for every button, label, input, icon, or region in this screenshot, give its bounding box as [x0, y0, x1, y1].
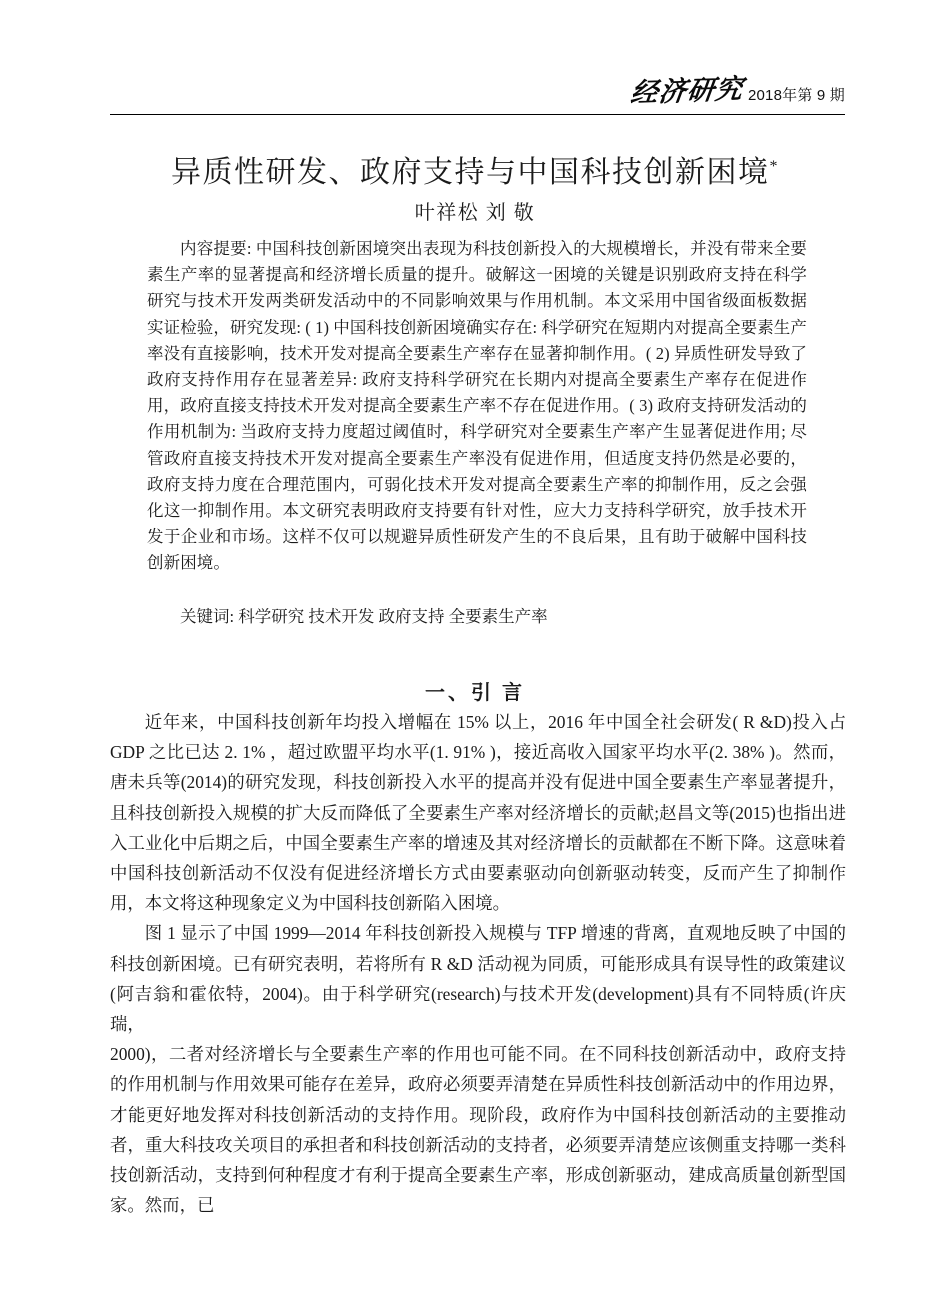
abstract-block — [147, 236, 807, 577]
body-paragraph-2-cont: 2000)，二者对经济增长与全要素生产率的作用也可能不同。在不同科技创新活动中，政府支持的作用机制与作用效果可能存在差异，政府必须要弄清楚在异质性科技创新活动中的作用边界，才能更好地发挥对科技创新活动的支持作用。现阶段，政府作为中国科技创新活动的主要推动者，重大科技攻关项目的承担者和科技创新活动的支持者，必须要弄清楚应该侧重支持哪一类科技创新活动，支持到何种程度才有利于提高全要素生产率，形成创新驱动，建成高质量创新型国家。然而，已 — [110, 1044, 846, 1216]
title-footnote-marker: * — [769, 158, 779, 176]
running-head — [110, 73, 845, 112]
abstract-text: 内容提要: 中国科技创新困境突出表现为科技创新投入的大规模增长，并没有带来全要素生产率的显著提高和经济增长质量的提升。破解这一困境的关键是识别政府支持在科学研究与技术开发两类研发活动中的不同影响效果与作用机制。本文采用中国省级面板数据实证检验，研究发现: ( 1) 中国科技创新困境确实存在: 科学研究在短期内对提高全要素生产率没有直接影响，技术开发对提高全要素生产率存在显著抑制作用。( 2) 异质性研发导致了政府支持作用存在显著差异: 政府支持科学研究在长期内对提高全要素生产率存在促进作用，政府直接支持技术开发对提高全要素生产率不存在促进作用。( 3) 政府支持研发活动的作用机制为: 当政府支持力度超过阈值时，科学研究对全要素生产率产生显著促进作用; 尽管政府直接支持技术开发对提高全要素生产率没有促进作用，但适度支持仍然是必要的，政府支持力度在合理范围内，可弱化技术开发对提高全要素生产率的抑制作用，反之会强化这一抑制作用。本文研究表明政府支持要有针对性，应大力支持科学研究，放手技术开发于企业和市场。这样不仅可以规避异质性研发产生的不良后果，且有助于破解中国科技创新困境。 — [147, 239, 808, 573]
body-content — [110, 707, 846, 1220]
author-list: 叶祥松 刘 敬 — [414, 202, 536, 224]
paper-title — [0, 154, 950, 192]
journal-masthead-logo: 经济研究 — [628, 73, 746, 110]
masthead-row — [110, 73, 845, 112]
body-paragraph-1: 近年来，中国科技创新年均投入增幅在 15% 以上，2016 年中国全社会研发( R &D)投入占 GDP 之比已达 2. 1% ，超过欧盟平均水平(1. 91% )，接近高收入国家平均水平(2. 38% )。然而，唐未兵等(2014)的研究发现，科技创新投入水平的提高并没有促进中国全要素生产率显著提升，且科技创新投入规模的扩大反而降低了全要素生产率对经济增长的贡献;赵昌文等(2015)也指出进入工业化中后期之后，中国全要素生产率的增速及其对经济增长的贡献都在不断下降。这意味着中国科技创新活动不仅没有促进经济增长方式由要素驱动向创新驱动转变，反而产生了抑制作用，本文将这种现象定义为中国科技创新陷入困境。 — [110, 712, 846, 914]
header-divider — [110, 114, 845, 115]
body-paragraph-2: 图 1 显示了中国 1999—2014 年科技创新投入规模与 TFP 增速的背离，直观地反映了中国的科技创新困境。已有研究表明，若将所有 R &D 活动视为同质，可能形成具有误导性的政策建议(阿吉翁和霍依特，2004)。由于科学研究(research)与技术开发(development)具有不同特质(许庆瑞， — [110, 923, 846, 1035]
issue-label: 2018年第 9 期 — [747, 87, 845, 104]
keywords-line: 关键词: 科学研究 技术开发 政府支持 全要素生产率 — [180, 607, 548, 626]
section-heading-introduction: 一、引 言 — [425, 681, 525, 704]
paper-title-text: 异质性研发、政府支持与中国科技创新困境 — [171, 156, 770, 190]
